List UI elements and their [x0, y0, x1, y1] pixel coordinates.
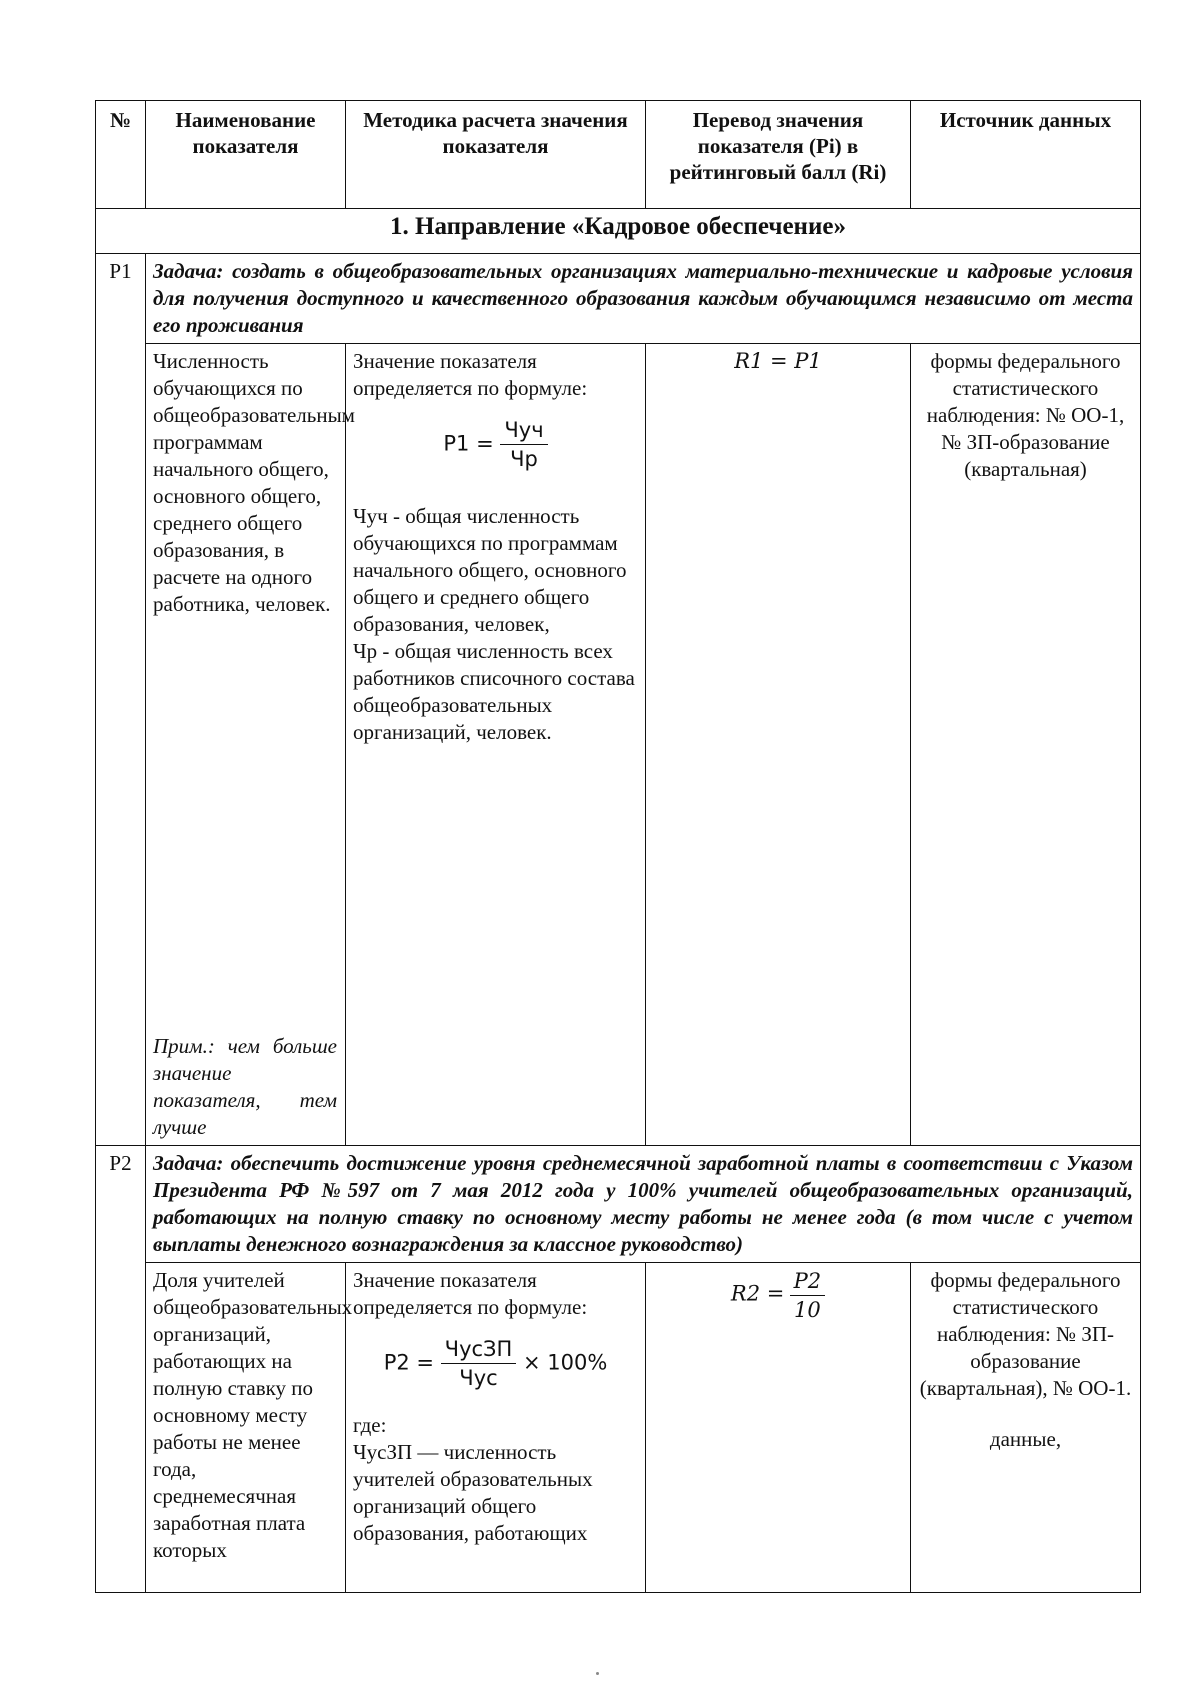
rating-denominator-p2: 10	[793, 1298, 821, 1322]
task-text-p2: обеспечить достижение уровня среднемесячной заработной платы в соответствии с Указом Президента РФ №597 от 7 мая 2012 года у 100% учителей общеобразовательных организаций, работающих на полную ставку по основному месту работы не менее года (в том числе с учетом выплаты денежного вознаграждения за классное руководство)	[153, 1151, 1133, 1256]
section-title: 1. Направление «Кадровое обеспечение»	[96, 209, 1141, 254]
formula-fraction-p2	[441, 1335, 517, 1392]
table-row	[96, 1263, 1141, 1593]
task-text-p1: создать в общеобразовательных организациях материально-технические и кадровые условия для получения доступного и качественного образования каждым обучающимся независимо от места его проживания	[153, 259, 1133, 337]
formula-denominator-p1: Чр	[510, 447, 538, 471]
section-row	[96, 209, 1141, 254]
formula-fraction-p1	[500, 416, 547, 473]
table-row	[96, 344, 1141, 1146]
indicator-name-cell-p1	[146, 344, 355, 1146]
method-cell-p2	[346, 1263, 646, 1593]
formula-p1	[353, 416, 638, 473]
source-cell-p2	[911, 1263, 1141, 1593]
table-row	[96, 1146, 1141, 1263]
formula-numerator-p2: ЧусЗП	[441, 1335, 517, 1364]
source-extra-p2: данные,	[989, 1427, 1062, 1451]
where-label-p2: где:	[353, 1413, 387, 1437]
rating-formula-p1: R1 = P1	[734, 349, 822, 373]
indicator-code-p1: P1	[96, 254, 146, 1146]
rating-fraction-p2	[790, 1267, 826, 1324]
formula-tail-p2: × 100%	[522, 1350, 608, 1375]
header-method: Методика расчета значения показателя	[346, 101, 646, 209]
definition-2-p1: Чр - общая численность всех работников списочного состава общеобразовательных организаций, человек.	[353, 639, 635, 744]
definition-1-p2: ЧусЗП — численность учителей образовательных организаций общего образования, работающих	[353, 1440, 593, 1545]
source-spacer-p2	[918, 1402, 1133, 1426]
source-text-p2: формы федерального статистического наблюдения: № ЗП-образование (квартальная), № ОО-1.	[919, 1268, 1132, 1400]
header-num: №	[96, 101, 146, 209]
task-label-p1: Задача:	[153, 259, 224, 283]
formula-denominator-p2: Чус	[459, 1366, 498, 1390]
task-p1	[146, 254, 1141, 344]
method-intro-p2: Значение показателя определяется по формуле:	[353, 1268, 588, 1319]
formula-lhs-p1: P1 =	[443, 431, 494, 456]
table-header-row	[96, 101, 1141, 209]
indicators-table	[95, 100, 1141, 1593]
rating-cell-p2	[646, 1263, 911, 1593]
note-main-p1: Прим.: чем больше значение показателя, тем	[153, 1034, 337, 1112]
rating-lhs-p2: R2 =	[730, 1281, 785, 1306]
header-source: Источник данных	[911, 101, 1141, 209]
formula-p2	[353, 1335, 638, 1392]
formula-lhs-p2: P2 =	[383, 1350, 434, 1375]
method-intro-p1: Значение показателя определяется по формуле:	[353, 349, 588, 400]
indicator-name-p2: Доля учителей общеобразовательных организаций, работающих на полную ставку по основному месту работы не менее года, среднемесячная заработная плата которых	[146, 1263, 346, 1593]
header-transfer: Перевод значения показателя (Pi) в рейтинговый балл (Ri)	[646, 101, 911, 209]
table-row	[96, 254, 1141, 344]
rating-cell-p1	[646, 344, 911, 1146]
definition-1-p1: Чуч - общая численность обучающихся по программам начального общего, основного общего и среднего общего образования, человек,	[353, 504, 627, 636]
indicator-name-p1: Численность обучающихся по общеобразовательным программам начального общего, основного общего, среднего общего образования, в расчете на одного работника, человек.	[153, 349, 355, 616]
method-cell-p1	[346, 344, 646, 1146]
indicator-note-p1	[153, 1033, 337, 1141]
scan-speck	[596, 1672, 599, 1675]
rating-numerator-p2: P2	[790, 1267, 826, 1296]
indicator-code-p2: P2	[96, 1146, 146, 1593]
formula-numerator-p1: Чуч	[500, 416, 547, 445]
source-cell-p1: формы федерального статистического наблюдения: № ОО-1, № ЗП-образование (квартальная)	[911, 344, 1141, 1146]
task-label-p2: Задача:	[153, 1151, 224, 1175]
header-name: Наименование показателя	[146, 101, 346, 209]
note-last-p1: лучше	[153, 1115, 207, 1139]
task-p2	[146, 1146, 1141, 1263]
